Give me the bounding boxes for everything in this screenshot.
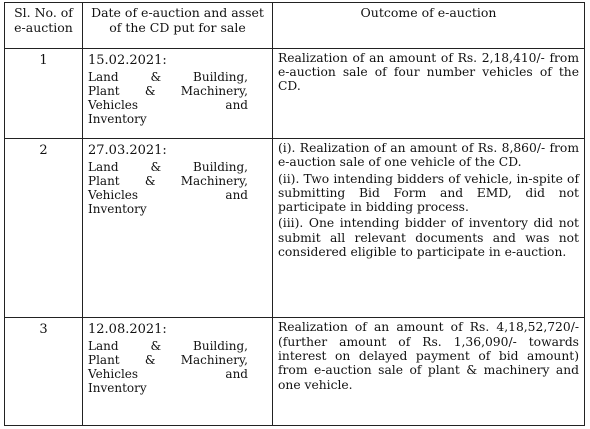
outcome-paragraph: Realization of an amount of Rs. 4,18,52,720/- (further amount of Rs. 1,36,090/- towards interest on delayed payment of bid amount) from e-auction sale of plant & machinery and one vehicle. — [278, 320, 579, 392]
asset-list — [88, 70, 248, 126]
asset-line: Land & Building, — [88, 159, 248, 174]
asset-line: Inventory — [88, 111, 147, 126]
asset-list — [88, 339, 248, 395]
sl-no-cell: 1 — [5, 48, 83, 138]
header-date-asset: Date of e-auction and asset of the CD put for sale — [83, 3, 273, 49]
header-outcome: Outcome of e-auction — [273, 3, 585, 49]
auction-date: 12.08.2021: — [88, 322, 167, 338]
asset-list — [88, 160, 248, 216]
outcome-cell — [273, 318, 585, 426]
auction-date: 15.02.2021: — [88, 52, 167, 68]
outcome-cell — [273, 138, 585, 318]
header-row — [5, 3, 585, 49]
auction-date: 27.03.2021: — [88, 142, 167, 158]
date-asset-cell — [83, 318, 273, 426]
table-row — [5, 318, 585, 426]
outcome-paragraph: (iii). One intending bidder of inventory did not submit all relevant documents and was not considered eligible to participate in e-auction. — [278, 216, 579, 259]
date-asset-cell — [83, 138, 273, 318]
table-row — [5, 48, 585, 138]
asset-line: Plant & Machinery, — [88, 83, 248, 98]
e-auction-table — [4, 2, 585, 426]
asset-line: Plant & Machinery, — [88, 353, 248, 368]
table-row — [5, 138, 585, 318]
asset-line: Land & Building, — [88, 69, 248, 84]
outcome-cell — [273, 48, 585, 138]
asset-line: Inventory — [88, 381, 147, 396]
asset-line: Vehicles and — [88, 97, 248, 112]
header-sl-no: Sl. No. of e-auction — [5, 3, 83, 49]
outcome-paragraph: (ii). Two intending bidders of vehicle, in-spite of submitting Bid Form and EMD, did not participate in bidding process. — [278, 171, 579, 215]
outcome-paragraph: Realization of an amount of Rs. 2,18,410/- from e-auction sale of four number vehicles of the CD. — [278, 50, 579, 94]
outcome-paragraph: (i). Realization of an amount of Rs. 8,860/- from e-auction sale of one vehicle of the CD. — [278, 140, 579, 170]
sl-no-cell: 2 — [5, 138, 83, 318]
date-asset-cell — [83, 48, 273, 138]
sl-no-cell: 3 — [5, 318, 83, 426]
asset-line: Inventory — [88, 201, 147, 216]
asset-line: Plant & Machinery, — [88, 173, 248, 188]
asset-line: Vehicles and — [88, 367, 248, 382]
asset-line: Land & Building, — [88, 339, 248, 354]
asset-line: Vehicles and — [88, 187, 248, 202]
